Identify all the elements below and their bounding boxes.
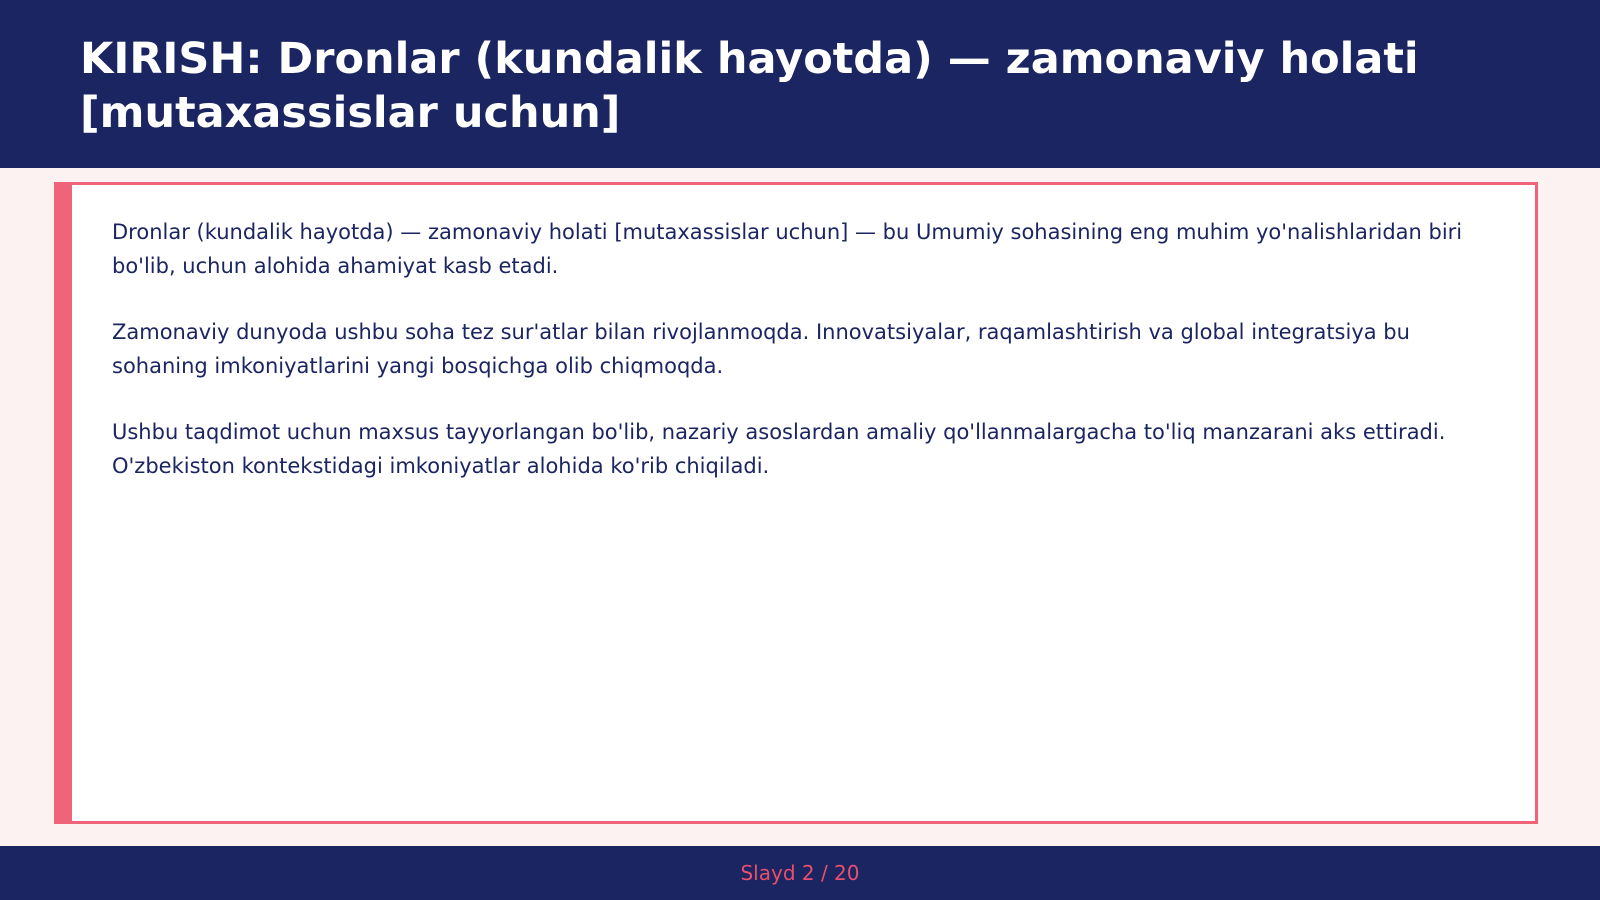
slide-number: Slayd 2 / 20 [740, 861, 860, 885]
body-paragraph-1: Dronlar (kundalik hayotda) — zamonaviy holati [mutaxassislar uchun] — bu Umumiy sohasining eng muhim yo'nalishlaridan biri bo'lib, uchun alohida ahamiyat kasb etadi. [112, 220, 1463, 278]
content-card [54, 182, 1538, 824]
slide-body [112, 215, 1512, 515]
body-paragraph-2: Zamonaviy dunyoda ushbu soha tez sur'atlar bilan rivojlanmoqda. Innovatsiyalar, raqamlashtirish va global integratsiya bu sohaning imkoniyatlarini yangi bosqichga olib chiqmoqda. [112, 320, 1410, 378]
slide-header [0, 0, 1600, 168]
body-paragraph-3: Ushbu taqdimot uchun maxsus tayyorlangan bo'lib, nazariy asoslardan amaliy qo'llanmalargacha to'liq manzarani aks ettiradi. O'zbekiston kontekstidagi imkoniyatlar alohida ko'rib chiqiladi. [112, 420, 1446, 478]
slide-title: KIRISH: Dronlar (kundalik hayotda) — zamonaviy holati [mutaxassislar uchun] [80, 34, 1419, 138]
slide-footer [0, 846, 1600, 900]
